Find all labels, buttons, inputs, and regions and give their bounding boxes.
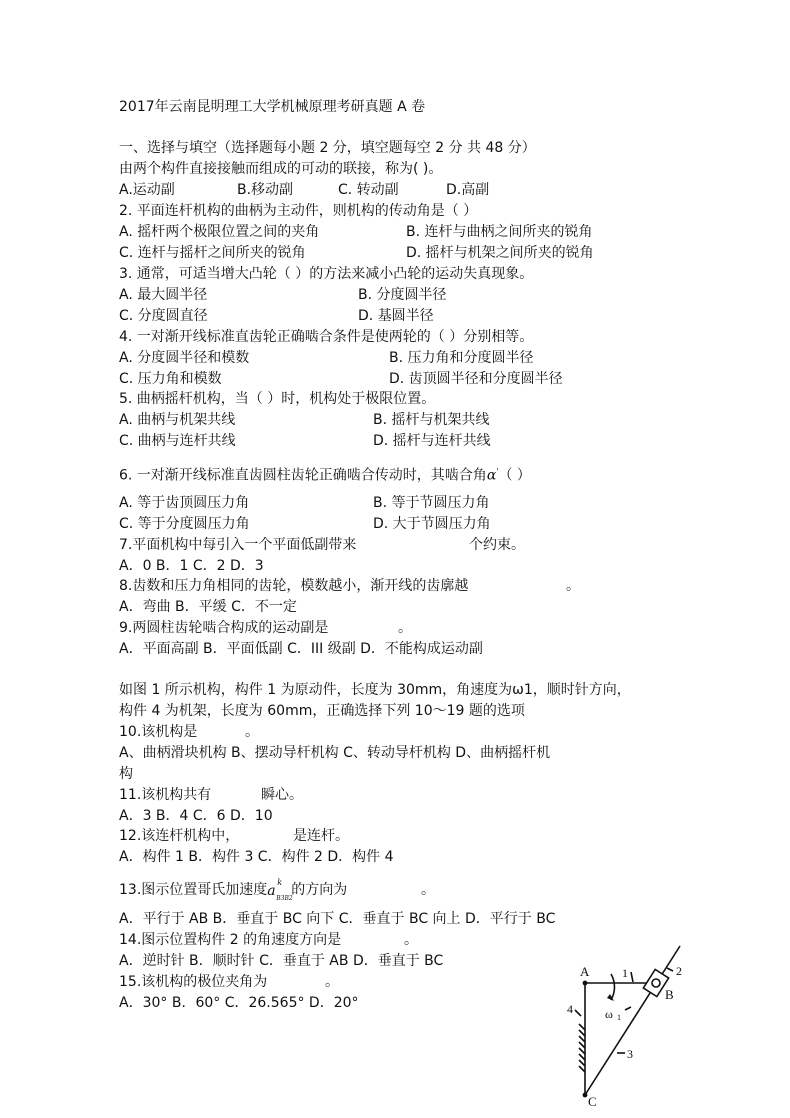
q6-text-after: （ ）: [498, 467, 531, 484]
q13-text-lead: 13.图示位置哥氏加速度: [119, 882, 268, 898]
q12-text: 12.该连杆机构中，: [119, 828, 240, 844]
q1-option-a: A.运动副: [119, 182, 175, 198]
label-omega-sub: 1: [617, 1013, 621, 1022]
q3-option-d: D. 基圆半径: [358, 308, 434, 324]
q10-text-tail: 。: [245, 724, 259, 740]
q10-options: A、曲柄滑块机构 B、摆动导杆机构 C、转动导杆机构 D、曲柄摇杆机: [119, 745, 551, 761]
q3-text: 3. 通常，可适当增大凸轮（ ）的方法来减小凸轮的运动失真现象。: [119, 266, 534, 282]
q6-option-d: D. 大于节圆压力角: [373, 516, 491, 532]
q11-options: A．3 B．4 C．6 D．10: [119, 808, 273, 824]
q4-option-d: D. 齿顶圆半径和分度圆半径: [389, 371, 563, 387]
q5-option-a: A. 曲柄与机架共线: [119, 412, 236, 428]
label-b: B: [665, 987, 674, 1002]
label-1: 1: [622, 966, 628, 980]
q2-option-c: C. 连杆与摇杆之间所夹的锐角: [119, 245, 306, 261]
q4-option-c: C. 压力角和模数: [119, 371, 222, 387]
q2-text: 2. 平面连杆机构的曲柄为主动件，则机构的传动角是（ ）: [119, 203, 478, 219]
q14-options: A．逆时针 B．顺时针 C．垂直于 AB D．垂直于 BC: [119, 953, 444, 969]
q12-options: A．构件 1 B．构件 3 C．构件 2 D．构件 4: [119, 849, 394, 865]
figure-intro-line2: 构件 4 为机架，长度为 60mm，正确选择下列 10～19 题的选项: [119, 703, 525, 719]
pivot-c: [583, 1093, 588, 1098]
q2-option-d: D. 摇杆与机架之间所夹的锐角: [406, 245, 594, 261]
q5-option-d: D. 摇杆与连杆共线: [373, 433, 491, 449]
q6-text: [119, 463, 531, 485]
leader-4: [575, 1010, 581, 1016]
q1-option-d: D.高副: [446, 182, 490, 198]
q7-options: A．0 B．1 C．2 D．3: [119, 558, 264, 574]
q13-text-tail: 。: [421, 882, 435, 898]
q11-text: 11.该机构共有: [119, 787, 212, 803]
label-2: 2: [676, 964, 682, 978]
q4-text: 4. 一对渐开线标准直齿轮正确啮合条件是使两轮的（ ）分别相等。: [119, 329, 534, 345]
section-heading: 一、选择与填空（选择题每小题 2 分，填空题每空 2 分 共 48 分）: [119, 140, 536, 156]
q9-options: A．平面高副 B．平面低副 C．III 级副 D．不能构成运动副: [119, 641, 483, 657]
q13-options: A．平行于 AB B．垂直于 BC 向下 C．垂直于 BC 向上 D．平行于 BC: [119, 911, 556, 927]
label-3: 3: [627, 1047, 633, 1061]
label-a: A: [580, 964, 590, 979]
prime-mark: ': [496, 467, 499, 476]
q2-option-b: B. 连杆与曲柄之间所夹的锐角: [406, 224, 593, 240]
q4-option-a: A. 分度圆半径和模数: [119, 350, 250, 366]
q7-text: 7.平面机构中每引入一个平面低副带来: [119, 537, 357, 553]
q11-text-tail: 瞬心。: [261, 787, 303, 803]
q15-options: A．30° B．60° C．26.565° D．20°: [119, 995, 359, 1011]
ground-hatching: [579, 1024, 585, 1072]
q13-text-mid: 的方向为: [291, 882, 348, 898]
q5-option-b: B. 摇杆与机架共线: [373, 412, 490, 428]
coriolis-symbol: [267, 878, 293, 902]
q9-text: 9.两圆柱齿轮啮合构成的运动副是: [119, 620, 329, 636]
q7-text-tail: 个约束。: [469, 537, 525, 553]
q14-text: 14.图示位置构件 2 的角速度方向是: [119, 932, 342, 948]
pivot-a: [583, 981, 588, 986]
q14-text-tail: 。: [404, 932, 418, 948]
label-omega: ω: [605, 1007, 613, 1021]
figure-intro-line1: 如图 1 所示机构，构件 1 为原动件，长度为 30mm，角速度为ω1，顺时针方向，: [119, 682, 631, 698]
q1-option-c: C. 转动副: [338, 182, 399, 198]
q3-option-a: A. 最大圆半径: [119, 287, 208, 303]
q1-text: 由两个构件直接接触而组成的可动的联接，称为( )。: [119, 161, 443, 177]
q2-option-a: A. 摇杆两个极限位置之间的夹角: [119, 224, 320, 240]
q5-option-c: C. 曲柄与连杆共线: [119, 433, 236, 449]
q6-option-b: B. 等于节圆压力角: [373, 495, 490, 511]
leader-2: [667, 968, 673, 971]
q12-text-tail: 是连杆。: [293, 828, 349, 844]
q5-text: 5. 曲柄摇杆机构，当（ ）时，机构处于极限位置。: [119, 391, 436, 407]
q10-text: 10.该机构是: [119, 724, 198, 740]
q3-option-b: B. 分度圆半径: [358, 287, 447, 303]
q15-text: 15.该机构的极位夹角为: [119, 974, 268, 990]
leader-1: [631, 972, 633, 982]
coriolis-symbol-sup: k: [277, 878, 283, 887]
coriolis-symbol-a: a: [267, 883, 276, 899]
label-4: 4: [567, 1002, 573, 1016]
q6-text-before: 6. 一对渐开线标准直齿圆柱齿轮正确啮合传动时，其啮合角: [119, 467, 487, 484]
q8-text-tail: 。: [566, 578, 580, 594]
joint-b: [652, 979, 660, 987]
omega-arrow: [611, 974, 614, 1000]
q6-option-a: A. 等于齿顶圆压力角: [119, 495, 250, 511]
page-title: 2017年云南昆明理工大学机械原理考研真题 A 卷: [119, 99, 426, 115]
label-c: C: [588, 1094, 597, 1109]
mechanism-figure: [555, 940, 695, 1110]
guide-link-3: [585, 946, 680, 1095]
coriolis-symbol-sub: B3B2: [276, 895, 293, 902]
q8-text: 8.齿数和压力角相同的齿轮，模数越小，渐开线的齿廓越: [119, 578, 469, 594]
q9-text-tail: 。: [398, 620, 412, 636]
alpha-symbol: α: [486, 467, 497, 484]
q3-option-c: C. 分度圆直径: [119, 308, 208, 324]
q10-options-wrap: 构: [119, 766, 133, 782]
q15-text-tail: 。: [325, 974, 339, 990]
q8-options: A．弯曲 B．平缓 C．不一定: [119, 599, 297, 615]
q1-option-b: B.移动副: [237, 182, 294, 198]
q6-option-c: C. 等于分度圆压力角: [119, 516, 250, 532]
q13-text: [119, 878, 348, 902]
q4-option-b: B. 压力角和分度圆半径: [389, 350, 534, 366]
